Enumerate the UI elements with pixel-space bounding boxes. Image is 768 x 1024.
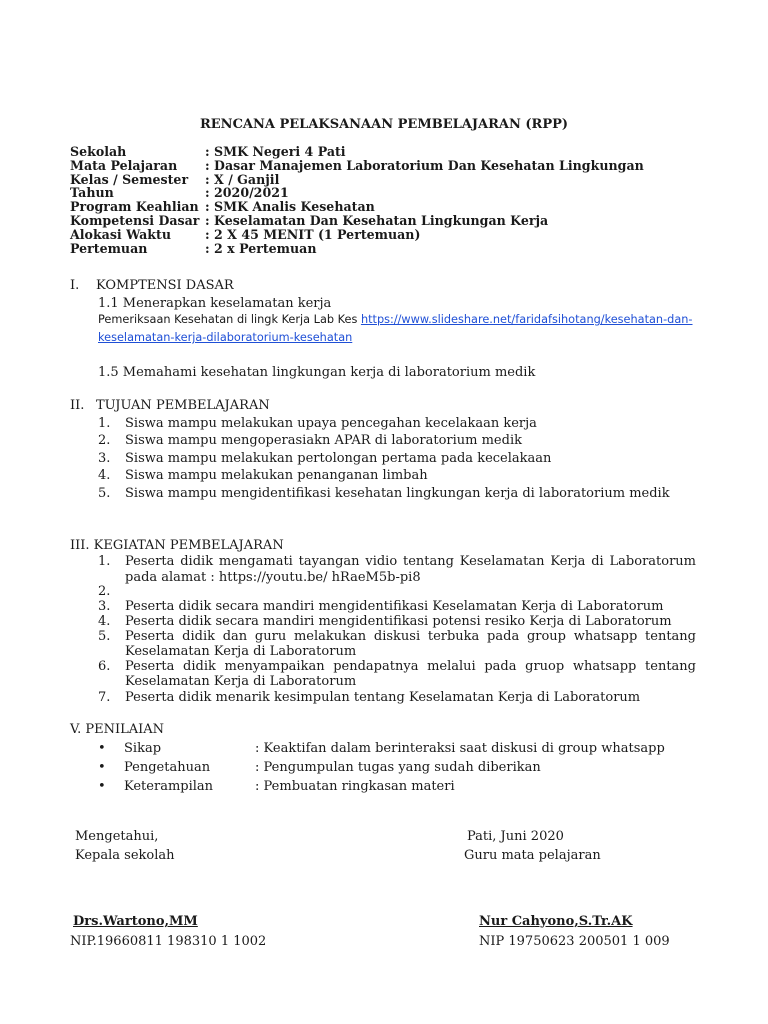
identity-label: Sekolah bbox=[70, 144, 127, 159]
section-title: KOMPTENSI DASAR bbox=[96, 278, 234, 293]
bullet-icon: • bbox=[98, 779, 106, 794]
assessment-value: : Pengumpulan tugas yang sudah diberikan bbox=[255, 760, 541, 775]
item-text: Peserta didik secara mandiri mengidentifikasi potensi resiko Kerja di Laboratorum bbox=[125, 614, 672, 629]
item-number: 6. bbox=[98, 659, 111, 674]
headmaster-nip: NIP.19660811 198310 1 1002 bbox=[70, 934, 267, 949]
identity-row bbox=[70, 173, 644, 187]
item-number: 2. bbox=[98, 584, 111, 599]
assessment-key: Keterampilan bbox=[124, 779, 214, 794]
signature-right-line2: Guru mata pelajaran bbox=[464, 848, 601, 863]
item-number: 5. bbox=[98, 486, 111, 501]
slideshare-link-cont[interactable]: keselamatan-kerja-dilaboratorium-kesehatan bbox=[98, 331, 353, 344]
bullet-icon: • bbox=[98, 760, 106, 775]
slideshare-link[interactable]: https://www.slideshare.net/faridafsihotang/kesehatan-dan- bbox=[360, 313, 693, 326]
competency-description bbox=[98, 313, 693, 326]
identity-value: : SMK Negeri 4 Pati bbox=[205, 144, 346, 159]
activity-item bbox=[98, 554, 696, 586]
assessment-item bbox=[98, 760, 541, 775]
item-text: Siswa mampu melakukan pertolongan pertama pada kecelakaan bbox=[125, 451, 552, 466]
assessment-key: Sikap bbox=[124, 741, 162, 756]
section-3-heading: III. KEGIATAN PEMBELAJARAN bbox=[70, 538, 284, 553]
activity-item bbox=[98, 584, 696, 599]
objective-item bbox=[98, 468, 696, 483]
signature-right-line1: Pati, Juni 2020 bbox=[467, 829, 564, 844]
item-number: 4. bbox=[98, 468, 111, 483]
item-text: Siswa mampu mengidentifikasi kesehatan lingkungan kerja di laboratorium medik bbox=[125, 486, 670, 501]
signature-left-line2: Kepala sekolah bbox=[75, 848, 175, 863]
objective-item bbox=[98, 433, 696, 448]
objective-item bbox=[98, 451, 696, 466]
objective-item bbox=[98, 486, 696, 501]
assessment-value: : Pembuatan ringkasan materi bbox=[255, 779, 455, 794]
section-5-heading: V. PENILAIAN bbox=[70, 722, 165, 737]
item-number: 3. bbox=[98, 599, 111, 614]
identity-row bbox=[70, 145, 644, 159]
identity-row bbox=[70, 242, 644, 256]
identity-label: Kelas / Semester bbox=[70, 171, 189, 187]
item-text: Peserta didik mengamati tayangan vidio tentang Keselamatan Kerja di Laboratorum pada alamat : https://youtu.be/ hRaeM5b-pi8 bbox=[125, 554, 696, 585]
identity-value: : Dasar Manajemen Laboratorium Dan Kesehatan Lingkungan bbox=[205, 157, 644, 173]
section-1-heading bbox=[70, 278, 234, 293]
item-text bbox=[125, 584, 696, 599]
identity-value: : 2 x Pertemuan bbox=[205, 240, 317, 256]
section-2-heading bbox=[70, 398, 270, 413]
teacher-nip: NIP 19750623 200501 1 009 bbox=[479, 934, 670, 949]
identity-label: Mata Pelajaran bbox=[70, 157, 178, 173]
section-number: II. bbox=[70, 398, 85, 413]
item-number: 1. bbox=[98, 416, 111, 431]
identity-value: : SMK Analis Kesehatan bbox=[205, 199, 375, 215]
item-text: Siswa mampu melakukan penanganan limbah bbox=[125, 468, 428, 483]
competency-1-5: 1.5 Memahami kesehatan lingkungan kerja di laboratorium medik bbox=[98, 365, 536, 380]
identity-row bbox=[70, 159, 644, 173]
assessment-key: Pengetahuan bbox=[124, 760, 211, 775]
headmaster-name: Drs.Wartono,MM bbox=[73, 914, 198, 929]
activity-item bbox=[98, 629, 696, 659]
item-number: 5. bbox=[98, 629, 111, 644]
identity-row bbox=[70, 214, 644, 228]
signature-left-line1: Mengetahui, bbox=[75, 829, 159, 844]
identity-label: Program Keahlian bbox=[70, 199, 199, 215]
item-text: Peserta didik dan guru melakukan diskusi terbuka pada group whatsapp tentang Keselamatan Kerja di Laboratorum bbox=[125, 629, 696, 659]
section-title: TUJUAN PEMBELAJARAN bbox=[96, 398, 270, 413]
item-number: 2. bbox=[98, 433, 111, 448]
item-number: 3. bbox=[98, 451, 111, 466]
item-number: 4. bbox=[98, 614, 111, 629]
identity-label: Alokasi Waktu bbox=[70, 226, 172, 242]
assessment-value: : Keaktifan dalam berinteraksi saat diskusi di group whatsapp bbox=[255, 741, 665, 756]
description-text: Pemeriksaan Kesehatan di lingk Kerja Lab Kes bbox=[98, 313, 361, 326]
item-text: Peserta didik menyampaikan pendapatnya melalui pada gruop whatsapp tentang Keselamatan Kerja di Laboratorum bbox=[125, 659, 696, 689]
assessment-item bbox=[98, 779, 455, 794]
identity-label: Tahun bbox=[70, 185, 114, 201]
item-text: Peserta didik menarik kesimpulan tentang Keselamatan Kerja di Laboratorum bbox=[125, 690, 641, 705]
bullet-icon: • bbox=[98, 741, 106, 756]
identity-label: Pertemuan bbox=[70, 240, 148, 256]
activity-item bbox=[98, 690, 696, 705]
section-number: I. bbox=[70, 278, 80, 293]
assessment-item bbox=[98, 741, 665, 756]
identity-value: : 2020/2021 bbox=[205, 185, 289, 201]
activity-item bbox=[98, 599, 696, 614]
item-text: Siswa mampu melakukan upaya pencegahan kecelakaan kerja bbox=[125, 416, 537, 431]
item-number: 7. bbox=[98, 690, 111, 705]
identity-value: : X / Ganjil bbox=[205, 171, 280, 187]
objective-item bbox=[98, 416, 696, 431]
identity-label: Kompetensi Dasar bbox=[70, 212, 200, 228]
link-continuation bbox=[98, 331, 352, 344]
item-number: 1. bbox=[98, 554, 111, 569]
identity-value: : 2 X 45 MENIT (1 Pertemuan) bbox=[205, 226, 421, 242]
identity-row bbox=[70, 228, 644, 242]
identity-table bbox=[70, 145, 644, 255]
competency-1-1: 1.1 Menerapkan keselamatan kerja bbox=[98, 296, 332, 311]
identity-row bbox=[70, 186, 644, 200]
activity-item bbox=[98, 614, 696, 629]
identity-row bbox=[70, 200, 644, 214]
item-text: Peserta didik secara mandiri mengidentifikasi Keselamatan Kerja di Laboratorum bbox=[125, 599, 664, 614]
item-text: Siswa mampu mengoperasiakn APAR di laboratorium medik bbox=[125, 433, 522, 448]
teacher-name: Nur Cahyono,S.Tr.AK bbox=[479, 914, 633, 929]
identity-value: : Keselamatan Dan Kesehatan Lingkungan Kerja bbox=[205, 212, 549, 228]
document-title: RENCANA PELAKSANAAN PEMBELAJARAN (RPP) bbox=[199, 117, 569, 132]
activity-item bbox=[98, 659, 696, 689]
